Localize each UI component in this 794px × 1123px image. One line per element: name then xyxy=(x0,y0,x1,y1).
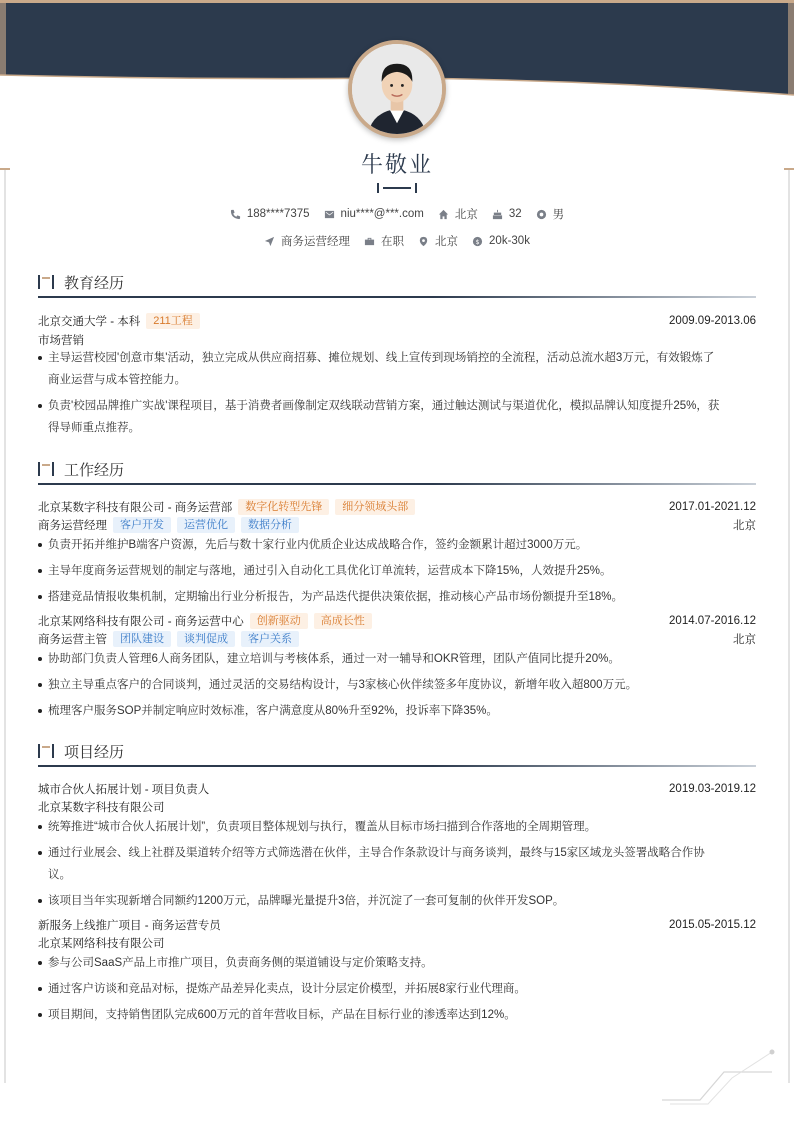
skill-tag: 团队建设 xyxy=(113,631,171,647)
work-city: 北京 xyxy=(733,520,756,532)
list-item: 梳理客户服务SOP并制定响应时效标准，客户满意度从80%升至92%，投诉率下降35%。 xyxy=(38,700,756,722)
major: 市场营销 xyxy=(38,335,84,347)
company-name: 北京某网络科技有限公司 - 商务运营中心 xyxy=(38,616,244,628)
avatar xyxy=(348,40,446,138)
education-entry-header xyxy=(38,313,756,329)
education-date: 2009.09-2013.06 xyxy=(669,315,756,327)
position-item xyxy=(264,233,350,249)
project-entry-header xyxy=(38,781,756,797)
phone-number: 188****7375 xyxy=(246,208,310,220)
mail-icon xyxy=(324,209,335,220)
age-value: 32 xyxy=(508,208,522,220)
projects-section-header xyxy=(38,741,756,761)
project-date: 2019.03-2019.12 xyxy=(669,783,756,795)
section-rule xyxy=(38,765,756,767)
right-border-line xyxy=(788,170,790,1083)
list-item: 独立主导重点客户的合同谈判，通过灵活的交易结构设计，与3家核心伙伴续签多年度协议，新增年收入超800万元。 xyxy=(38,674,756,696)
city-item xyxy=(418,233,458,249)
work-role-line xyxy=(38,631,756,647)
section-title: 教育经历 xyxy=(64,274,125,292)
left-border-line xyxy=(4,170,6,1083)
gender-value: 男 xyxy=(552,209,565,221)
job-status: 在职 xyxy=(381,236,405,248)
briefcase-icon xyxy=(364,236,375,247)
work-entry-header xyxy=(38,499,756,515)
list-item: 负责开拓并维护B端客户资源，先后与数十家行业内优质企业达成战略合作，签约金额累计超过3000万元。 xyxy=(38,534,756,556)
list-item: 主导运营校园'创意市集'活动，独立完成从供应商招募、摊位规划、线上宣传到现场销控的全流程，活动总流水超3万元，有效锻炼了 商业运营与成本管控能力。 xyxy=(38,347,756,391)
money-icon xyxy=(472,236,483,247)
education-major-line xyxy=(38,332,756,348)
company-tag: 创新驱动 xyxy=(250,613,308,629)
project-company-line xyxy=(38,935,756,951)
list-item: 参与公司SaaS产品上市推广项目，负责商务侧的渠道铺设与定价策略支持。 xyxy=(38,952,756,974)
section-rule xyxy=(38,483,756,485)
job-intent-row xyxy=(0,233,794,249)
company-name: 北京某数字科技有限公司 - 商务运营部 xyxy=(38,502,233,514)
skill-tag: 数据分析 xyxy=(241,517,299,533)
company-tag: 高成长性 xyxy=(314,613,372,629)
work-role-line xyxy=(38,517,756,533)
education-section-header xyxy=(38,272,756,292)
phone-icon xyxy=(230,209,241,220)
project-date: 2015.05-2015.12 xyxy=(669,919,756,931)
target-position: 商务运营经理 xyxy=(281,236,351,248)
project-company-line xyxy=(38,799,756,815)
section-title: 工作经历 xyxy=(64,461,125,479)
email-address: niu****@***.com xyxy=(340,208,424,220)
current-location: 北京 xyxy=(454,209,478,221)
location-item xyxy=(438,206,478,222)
project-entry-header xyxy=(38,917,756,933)
list-item: 通过行业展会、线上社群及渠道转介绍等方式筛选潜在伙伴，主导合作条款设计与商务谈判，最终与15家区域龙头签署战略合作协 议。 xyxy=(38,842,756,886)
birthday-icon xyxy=(492,209,503,220)
list-item: 项目期间，支持销售团队完成600万元的首年营收目标，产品在目标行业的渗透率达到12%。 xyxy=(38,1004,756,1026)
send-icon xyxy=(264,236,275,247)
project-company: 北京某数字科技有限公司 xyxy=(38,802,165,814)
skill-tag: 运营优化 xyxy=(177,517,235,533)
section-rule xyxy=(38,296,756,298)
section-mark-icon xyxy=(38,744,56,758)
candidate-name: 牛敬业 xyxy=(360,152,433,177)
school-tag: 211工程 xyxy=(146,313,200,329)
skill-tag: 客户关系 xyxy=(241,631,299,647)
gender-icon xyxy=(536,209,547,220)
company-tag: 数字化转型先锋 xyxy=(238,499,329,515)
list-item: 搭建竞品情报收集机制，定期输出行业分析报告，为产品迭代提供决策依据，推动核心产品市场份额提升至18%。 xyxy=(38,586,756,608)
location-icon xyxy=(418,236,429,247)
project-company: 北京某网络科技有限公司 xyxy=(38,938,165,950)
list-item: 统筹推进“城市合伙人拓展计划”，负责项目整体规划与执行，覆盖从目标市场扫描到合作落地的全周期管理。 xyxy=(38,816,756,838)
target-city: 北京 xyxy=(435,236,459,248)
phone-item xyxy=(230,208,310,220)
work-entry-header xyxy=(38,613,756,629)
skill-tag: 谈判促成 xyxy=(177,631,235,647)
list-item: 负责'校园品牌推广实战'课程项目，基于消费者画像制定双线联动营销方案，通过触达测试与渠道优化，模拟品牌认知度提升25%，获 得导师重点推荐。 xyxy=(38,395,756,439)
svg-text:$: $ xyxy=(475,237,480,246)
home-icon xyxy=(438,209,449,220)
status-item xyxy=(364,233,404,249)
email-item xyxy=(324,208,424,220)
list-item: 该项目当年实现新增合同额约1200万元，品牌曝光量提升3倍，并沉淀了一套可复制的伙伴开发SOP。 xyxy=(38,890,756,912)
salary-item xyxy=(472,235,530,247)
job-role: 商务运营经理 xyxy=(38,520,107,532)
list-item: 主导年度商务运营规划的制定与落地，通过引入自动化工具优化订单流转，运营成本下降15%，人效提升25%。 xyxy=(38,560,756,582)
name-divider-icon xyxy=(375,182,419,194)
gender-item xyxy=(536,206,565,222)
job-role: 商务运营主管 xyxy=(38,634,107,646)
list-item: 通过客户访谈和竞品对标，提炼产品差异化卖点，设计分层定价模型，并拓展8家行业代理商。 xyxy=(38,978,756,1000)
section-title: 项目经历 xyxy=(64,743,125,761)
project-title: 新服务上线推广项目 - 商务运营专员 xyxy=(38,920,221,932)
project-title: 城市合伙人拓展计划 - 项目负责人 xyxy=(38,784,210,796)
contact-row xyxy=(0,206,794,222)
section-mark-icon xyxy=(38,462,56,476)
expected-salary: 20k-30k xyxy=(489,235,530,247)
skill-tag: 客户开发 xyxy=(113,517,171,533)
work-section-header xyxy=(38,459,756,479)
age-item xyxy=(492,208,522,220)
work-date: 2017.01-2021.12 xyxy=(669,501,756,513)
corner-decoration-icon xyxy=(660,1048,776,1106)
list-item: 协助部门负责人管理6人商务团队，建立培训与考核体系，通过一对一辅导和OKR管理，团队产值同比提升20%。 xyxy=(38,648,756,670)
school-name: 北京交通大学 - 本科 xyxy=(38,316,141,328)
work-date: 2014.07-2016.12 xyxy=(669,615,756,627)
section-mark-icon xyxy=(38,275,56,289)
work-city: 北京 xyxy=(733,634,756,646)
company-tag: 细分领域头部 xyxy=(335,499,415,515)
